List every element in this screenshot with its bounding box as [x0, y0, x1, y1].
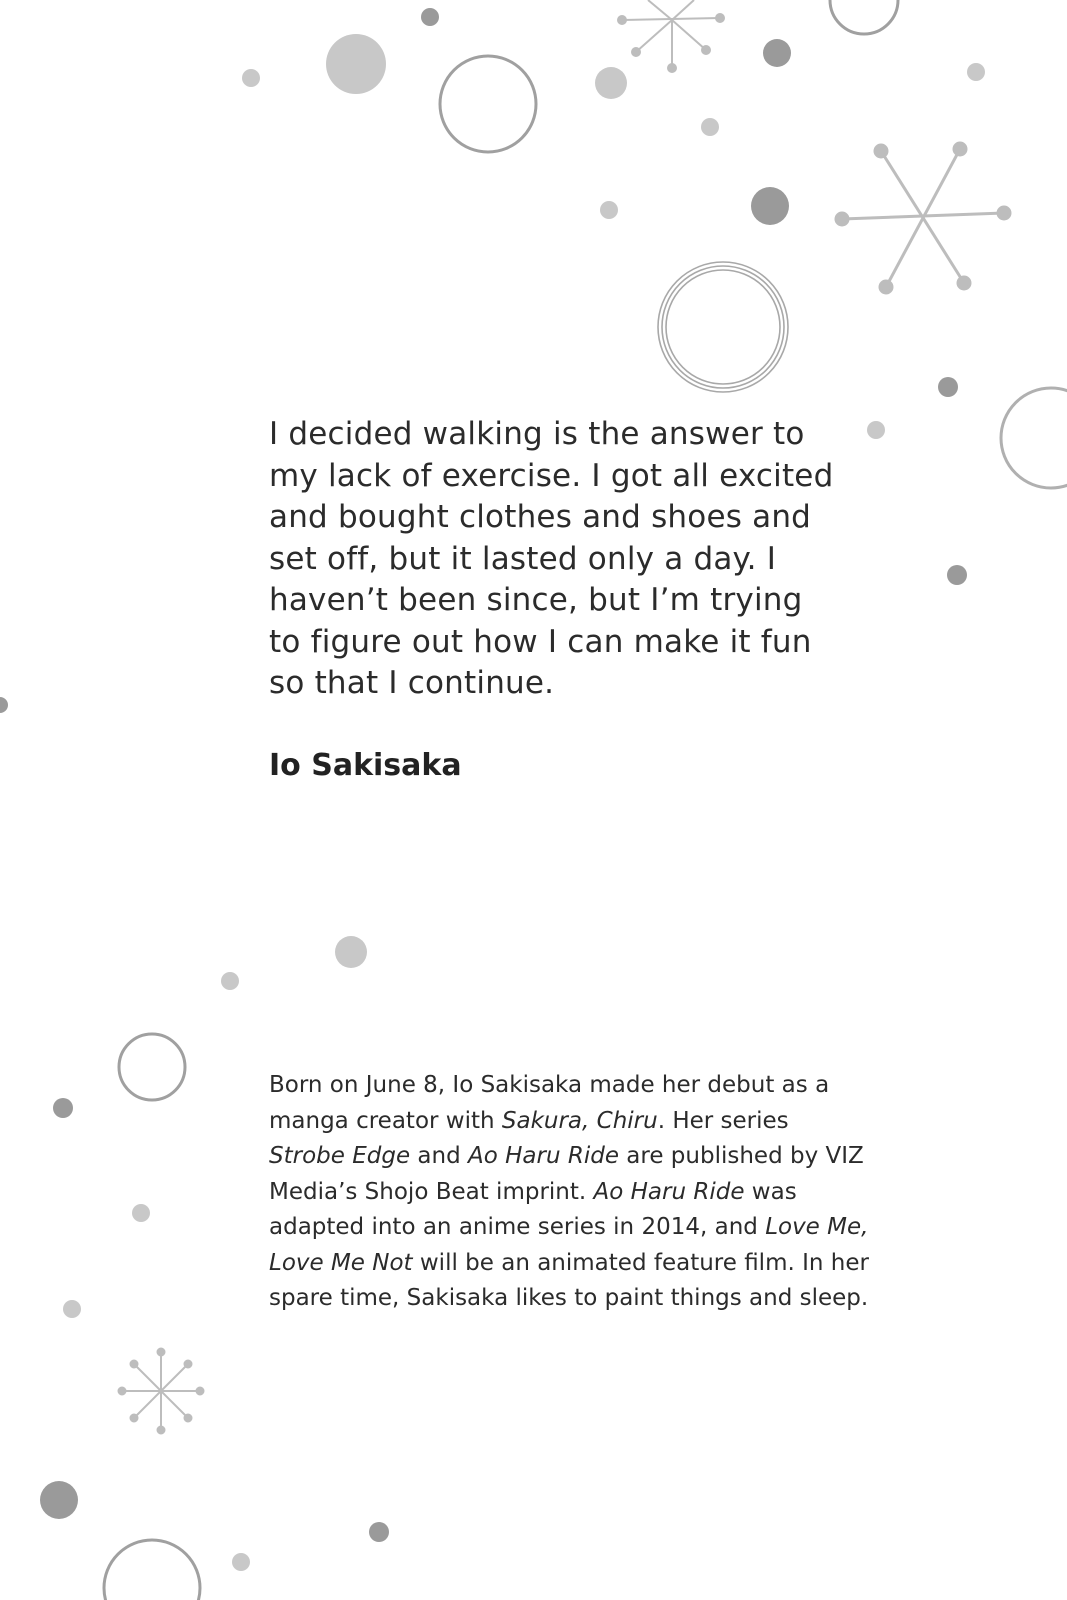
- bio-title: Ao Haru Ride: [468, 1143, 619, 1169]
- quote-line: I decided walking is the answer to: [269, 416, 805, 452]
- snowflake-icon: [119, 1349, 204, 1434]
- bio-text: are published by VIZ Media’s Shojo Beat imprint.: [269, 1143, 864, 1205]
- decor-dot: [938, 377, 958, 397]
- bio-title: Ao Haru Ride: [593, 1178, 745, 1205]
- bio-text: and: [410, 1143, 468, 1169]
- decor-dot: [40, 1481, 78, 1519]
- quote-line: set off, but it lasted only a day. I: [269, 540, 777, 577]
- snowflake-icon: [836, 143, 1010, 293]
- quote-line: my lack of exercise. I got all excited: [269, 457, 834, 494]
- quote-line: haven’t been since, but I’m trying: [269, 582, 803, 618]
- decor-dot: [132, 1204, 150, 1222]
- author-bio: [269, 1068, 869, 1317]
- decor-dot: [221, 972, 239, 990]
- decor-ring: [830, 0, 898, 34]
- decor-dot: [335, 936, 367, 968]
- decor-dot: [53, 1098, 73, 1118]
- decor-dot: [947, 565, 967, 585]
- decor-dot: [242, 69, 260, 87]
- bio-text: was adapted into an anime series in 2014, and: [269, 1178, 797, 1240]
- decor-ring: [440, 56, 536, 152]
- bio-title: Sakura, Chiru: [501, 1107, 658, 1134]
- author-quote: [269, 414, 859, 705]
- bio-text: Born on June 8, Io Sakisaka made her debut as a manga creator with: [269, 1072, 830, 1134]
- decor-dot: [701, 118, 719, 136]
- bio-title: Strobe Edge: [269, 1143, 411, 1169]
- bio-text: . Her series: [657, 1107, 789, 1134]
- author-name: Io Sakisaka: [269, 748, 462, 783]
- decor-dot: [763, 39, 791, 67]
- decor-dot: [595, 67, 627, 99]
- decor-dot: [600, 201, 618, 219]
- decor-dot: [867, 421, 885, 439]
- decor-double-ring: [658, 262, 788, 392]
- quote-line: so that I continue.: [269, 665, 555, 701]
- decor-dot: [63, 1300, 81, 1318]
- decor-dot: [967, 63, 985, 81]
- decor-ring: [119, 1034, 185, 1100]
- decor-ring: [1001, 388, 1067, 488]
- decor-dot: [232, 1553, 250, 1571]
- decor-dot: [326, 34, 386, 94]
- decor-dot: [0, 697, 8, 713]
- decor-ring: [104, 1540, 200, 1600]
- decor-dot: [421, 8, 439, 26]
- bio-title: Love Me, Love Me Not: [269, 1214, 869, 1276]
- snowflake-icon: [618, 0, 724, 72]
- bio-text: will be an animated feature film. In her spare time, Sakisaka likes to paint things and sleep.: [269, 1249, 869, 1311]
- quote-line: to figure out how I can make it fun: [269, 623, 812, 660]
- quote-line: and bought clothes and shoes and: [269, 499, 812, 535]
- decor-dot: [751, 187, 789, 225]
- decor-dot: [369, 1522, 389, 1542]
